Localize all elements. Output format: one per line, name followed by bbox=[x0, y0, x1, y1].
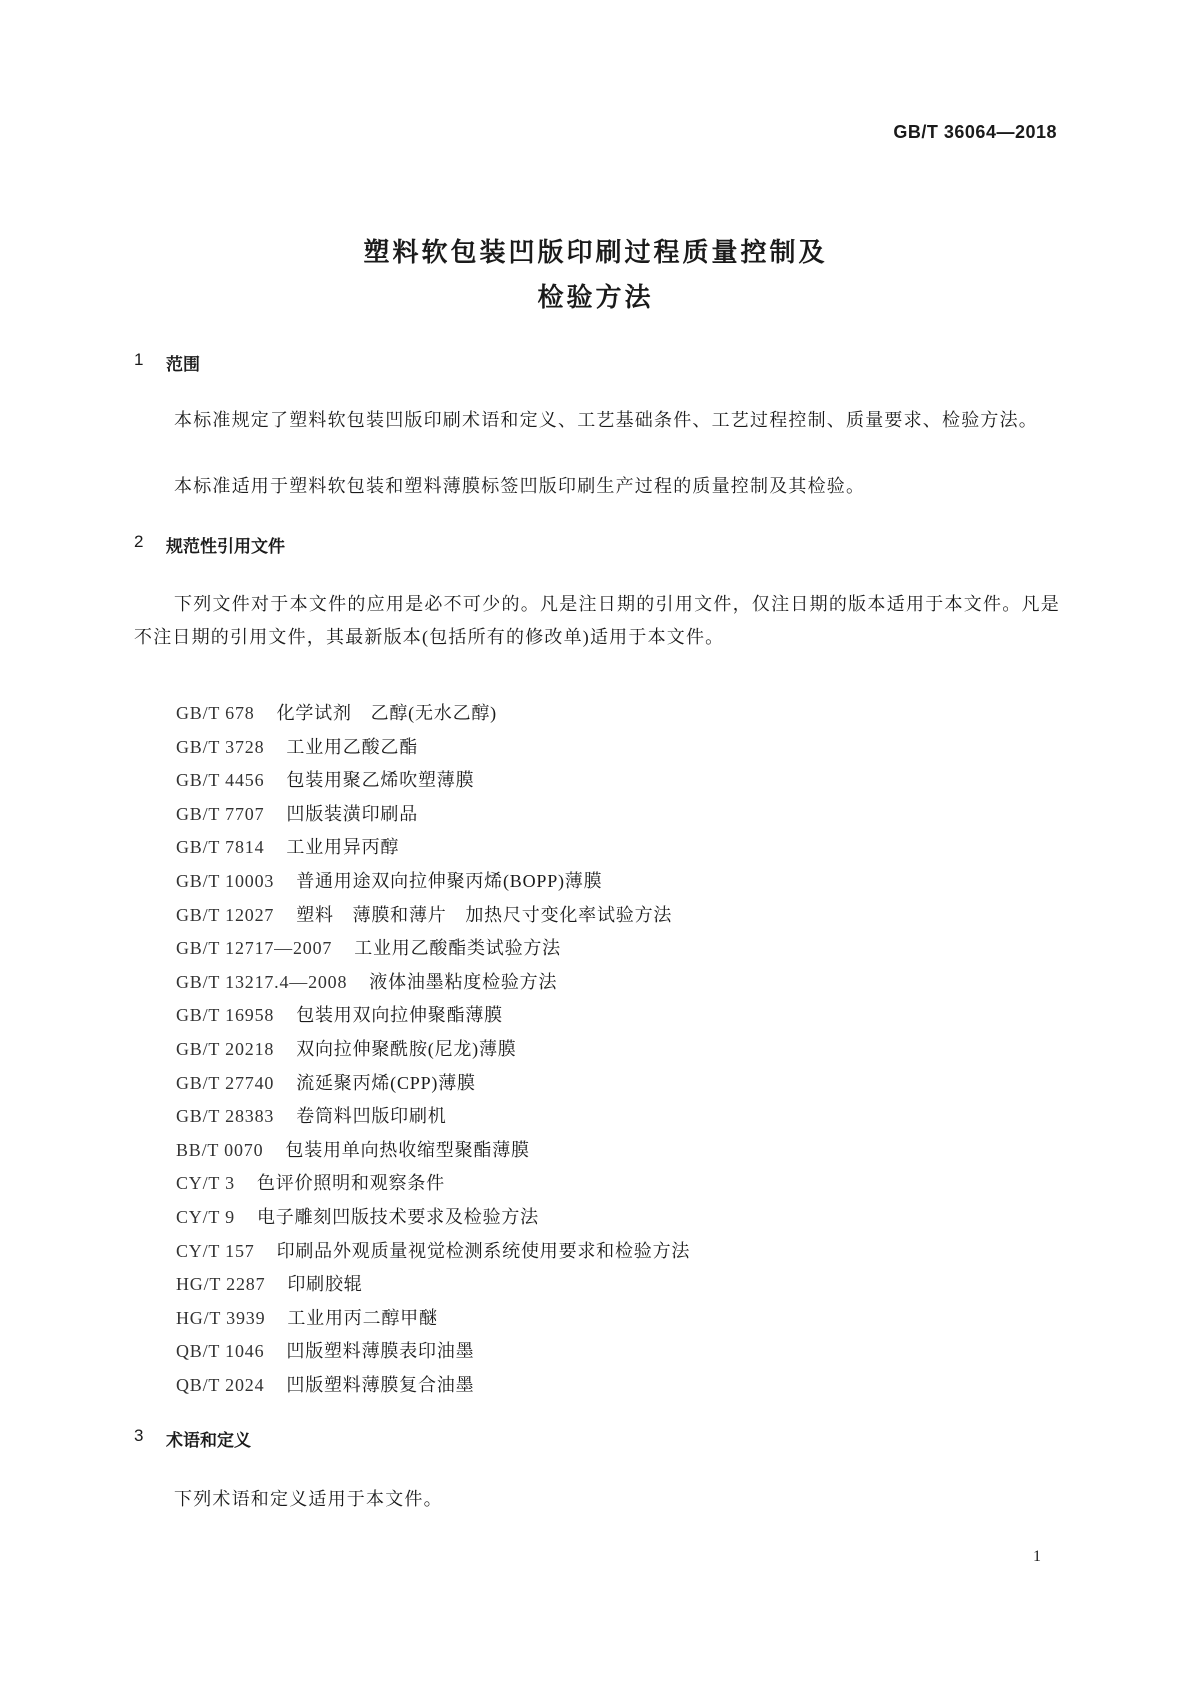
reference-title: 包装用聚乙烯吹塑薄膜 bbox=[286, 770, 475, 791]
reference-item bbox=[176, 731, 690, 765]
reference-item bbox=[176, 1033, 690, 1067]
section-2-title: 规范性引用文件 bbox=[166, 537, 285, 556]
reference-code: GB/T 4456 bbox=[176, 770, 265, 791]
document-title-line-1: 塑料软包装凹版印刷过程质量控制及 bbox=[363, 237, 828, 267]
reference-title: 普通用途双向拉伸聚丙烯(BOPP)薄膜 bbox=[296, 870, 603, 891]
reference-item bbox=[176, 1302, 690, 1336]
normative-references-list bbox=[176, 697, 690, 1402]
reference-item bbox=[176, 1067, 690, 1101]
reference-title: 工业用异丙醇 bbox=[286, 837, 400, 858]
reference-code: QB/T 1046 bbox=[176, 1341, 265, 1362]
reference-item bbox=[176, 764, 690, 798]
reference-title: 塑料 薄膜和薄片 加热尺寸变化率试验方法 bbox=[296, 904, 673, 925]
reference-title: 凹版装潢印刷品 bbox=[286, 803, 418, 824]
reference-code: GB/T 7814 bbox=[176, 837, 265, 858]
reference-title: 包装用双向拉伸聚酯薄膜 bbox=[296, 1005, 503, 1026]
section-1-title: 范围 bbox=[166, 355, 200, 374]
reference-item bbox=[176, 865, 690, 899]
reference-title: 卷筒料凹版印刷机 bbox=[296, 1106, 447, 1127]
section-2-heading bbox=[134, 532, 285, 557]
reference-title: 电子雕刻凹版技术要求及检验方法 bbox=[256, 1206, 539, 1227]
section-3-heading bbox=[134, 1426, 251, 1451]
section-1-paragraph-1: 本标准规定了塑料软包装凹版印刷术语和定义、工艺基础条件、工艺过程控制、质量要求、检验方法。 bbox=[174, 410, 1038, 430]
reference-code: GB/T 27740 bbox=[176, 1072, 275, 1093]
section-2-number: 2 bbox=[134, 532, 144, 551]
reference-title: 凹版塑料薄膜复合油墨 bbox=[286, 1374, 475, 1395]
reference-item bbox=[176, 1201, 690, 1235]
section-3-intro: 下列术语和定义适用于本文件。 bbox=[174, 1489, 443, 1509]
reference-item bbox=[176, 932, 690, 966]
section-2-intro: 下列文件对于本文件的应用是必不可少的。凡是注日期的引用文件，仅注日期的版本适用于本文件。凡是不注日期的引用文件，其最新版本(包括所有的修改单)适用于本文件。 bbox=[134, 594, 1060, 647]
page-number: 1 bbox=[1033, 1548, 1041, 1565]
section-1-heading bbox=[134, 350, 200, 375]
reference-code: GB/T 20218 bbox=[176, 1038, 275, 1059]
reference-title: 工业用乙酸乙酯 bbox=[286, 736, 418, 757]
reference-title: 凹版塑料薄膜表印油墨 bbox=[286, 1341, 475, 1362]
reference-item bbox=[176, 899, 690, 933]
reference-title: 印刷品外观质量视觉检测系统使用要求和检验方法 bbox=[276, 1240, 691, 1261]
reference-item bbox=[176, 1268, 690, 1302]
reference-title: 印刷胶辊 bbox=[287, 1274, 363, 1295]
document-title-line-2: 检验方法 bbox=[537, 282, 654, 312]
standard-code: GB/T 36064—2018 bbox=[893, 122, 1057, 142]
reference-code: HG/T 2287 bbox=[176, 1274, 266, 1295]
reference-item bbox=[176, 1100, 690, 1134]
reference-title: 色评价照明和观察条件 bbox=[256, 1173, 445, 1194]
reference-item bbox=[176, 697, 690, 731]
reference-code: GB/T 13217.4—2008 bbox=[176, 971, 348, 992]
reference-code: CY/T 157 bbox=[176, 1240, 255, 1261]
reference-code: BB/T 0070 bbox=[176, 1139, 264, 1160]
reference-code: GB/T 28383 bbox=[176, 1106, 275, 1127]
reference-item bbox=[176, 831, 690, 865]
reference-item bbox=[176, 1134, 690, 1168]
reference-title: 工业用乙酸酯类试验方法 bbox=[354, 938, 561, 959]
reference-item bbox=[176, 999, 690, 1033]
reference-item bbox=[176, 1235, 690, 1269]
reference-title: 双向拉伸聚酰胺(尼龙)薄膜 bbox=[296, 1038, 517, 1059]
reference-code: CY/T 9 bbox=[176, 1206, 235, 1227]
reference-title: 包装用单向热收缩型聚酯薄膜 bbox=[285, 1139, 530, 1160]
reference-code: GB/T 10003 bbox=[176, 870, 275, 891]
section-3-title: 术语和定义 bbox=[166, 1431, 251, 1450]
reference-code: QB/T 2024 bbox=[176, 1374, 265, 1395]
reference-code: GB/T 678 bbox=[176, 703, 255, 723]
reference-title: 化学试剂 乙醇(无水乙醇) bbox=[276, 703, 497, 723]
section-1-paragraph-2: 本标准适用于塑料软包装和塑料薄膜标签凹版印刷生产过程的质量控制及其检验。 bbox=[174, 476, 866, 496]
reference-code: GB/T 12717—2007 bbox=[176, 938, 333, 959]
reference-item bbox=[176, 1335, 690, 1369]
reference-code: GB/T 16958 bbox=[176, 1005, 275, 1026]
reference-code: CY/T 3 bbox=[176, 1173, 235, 1194]
reference-code: GB/T 12027 bbox=[176, 904, 275, 925]
reference-item bbox=[176, 966, 690, 1000]
reference-item bbox=[176, 1369, 690, 1403]
section-3-number: 3 bbox=[134, 1426, 144, 1445]
reference-title: 工业用丙二醇甲醚 bbox=[287, 1307, 438, 1328]
section-1-number: 1 bbox=[134, 350, 144, 369]
reference-item bbox=[176, 798, 690, 832]
reference-title: 流延聚丙烯(CPP)薄膜 bbox=[296, 1072, 476, 1093]
reference-code: GB/T 3728 bbox=[176, 736, 265, 757]
reference-code: HG/T 3939 bbox=[176, 1307, 266, 1328]
reference-item bbox=[176, 1167, 690, 1201]
reference-title: 液体油墨粘度检验方法 bbox=[369, 971, 558, 992]
reference-code: GB/T 7707 bbox=[176, 803, 265, 824]
